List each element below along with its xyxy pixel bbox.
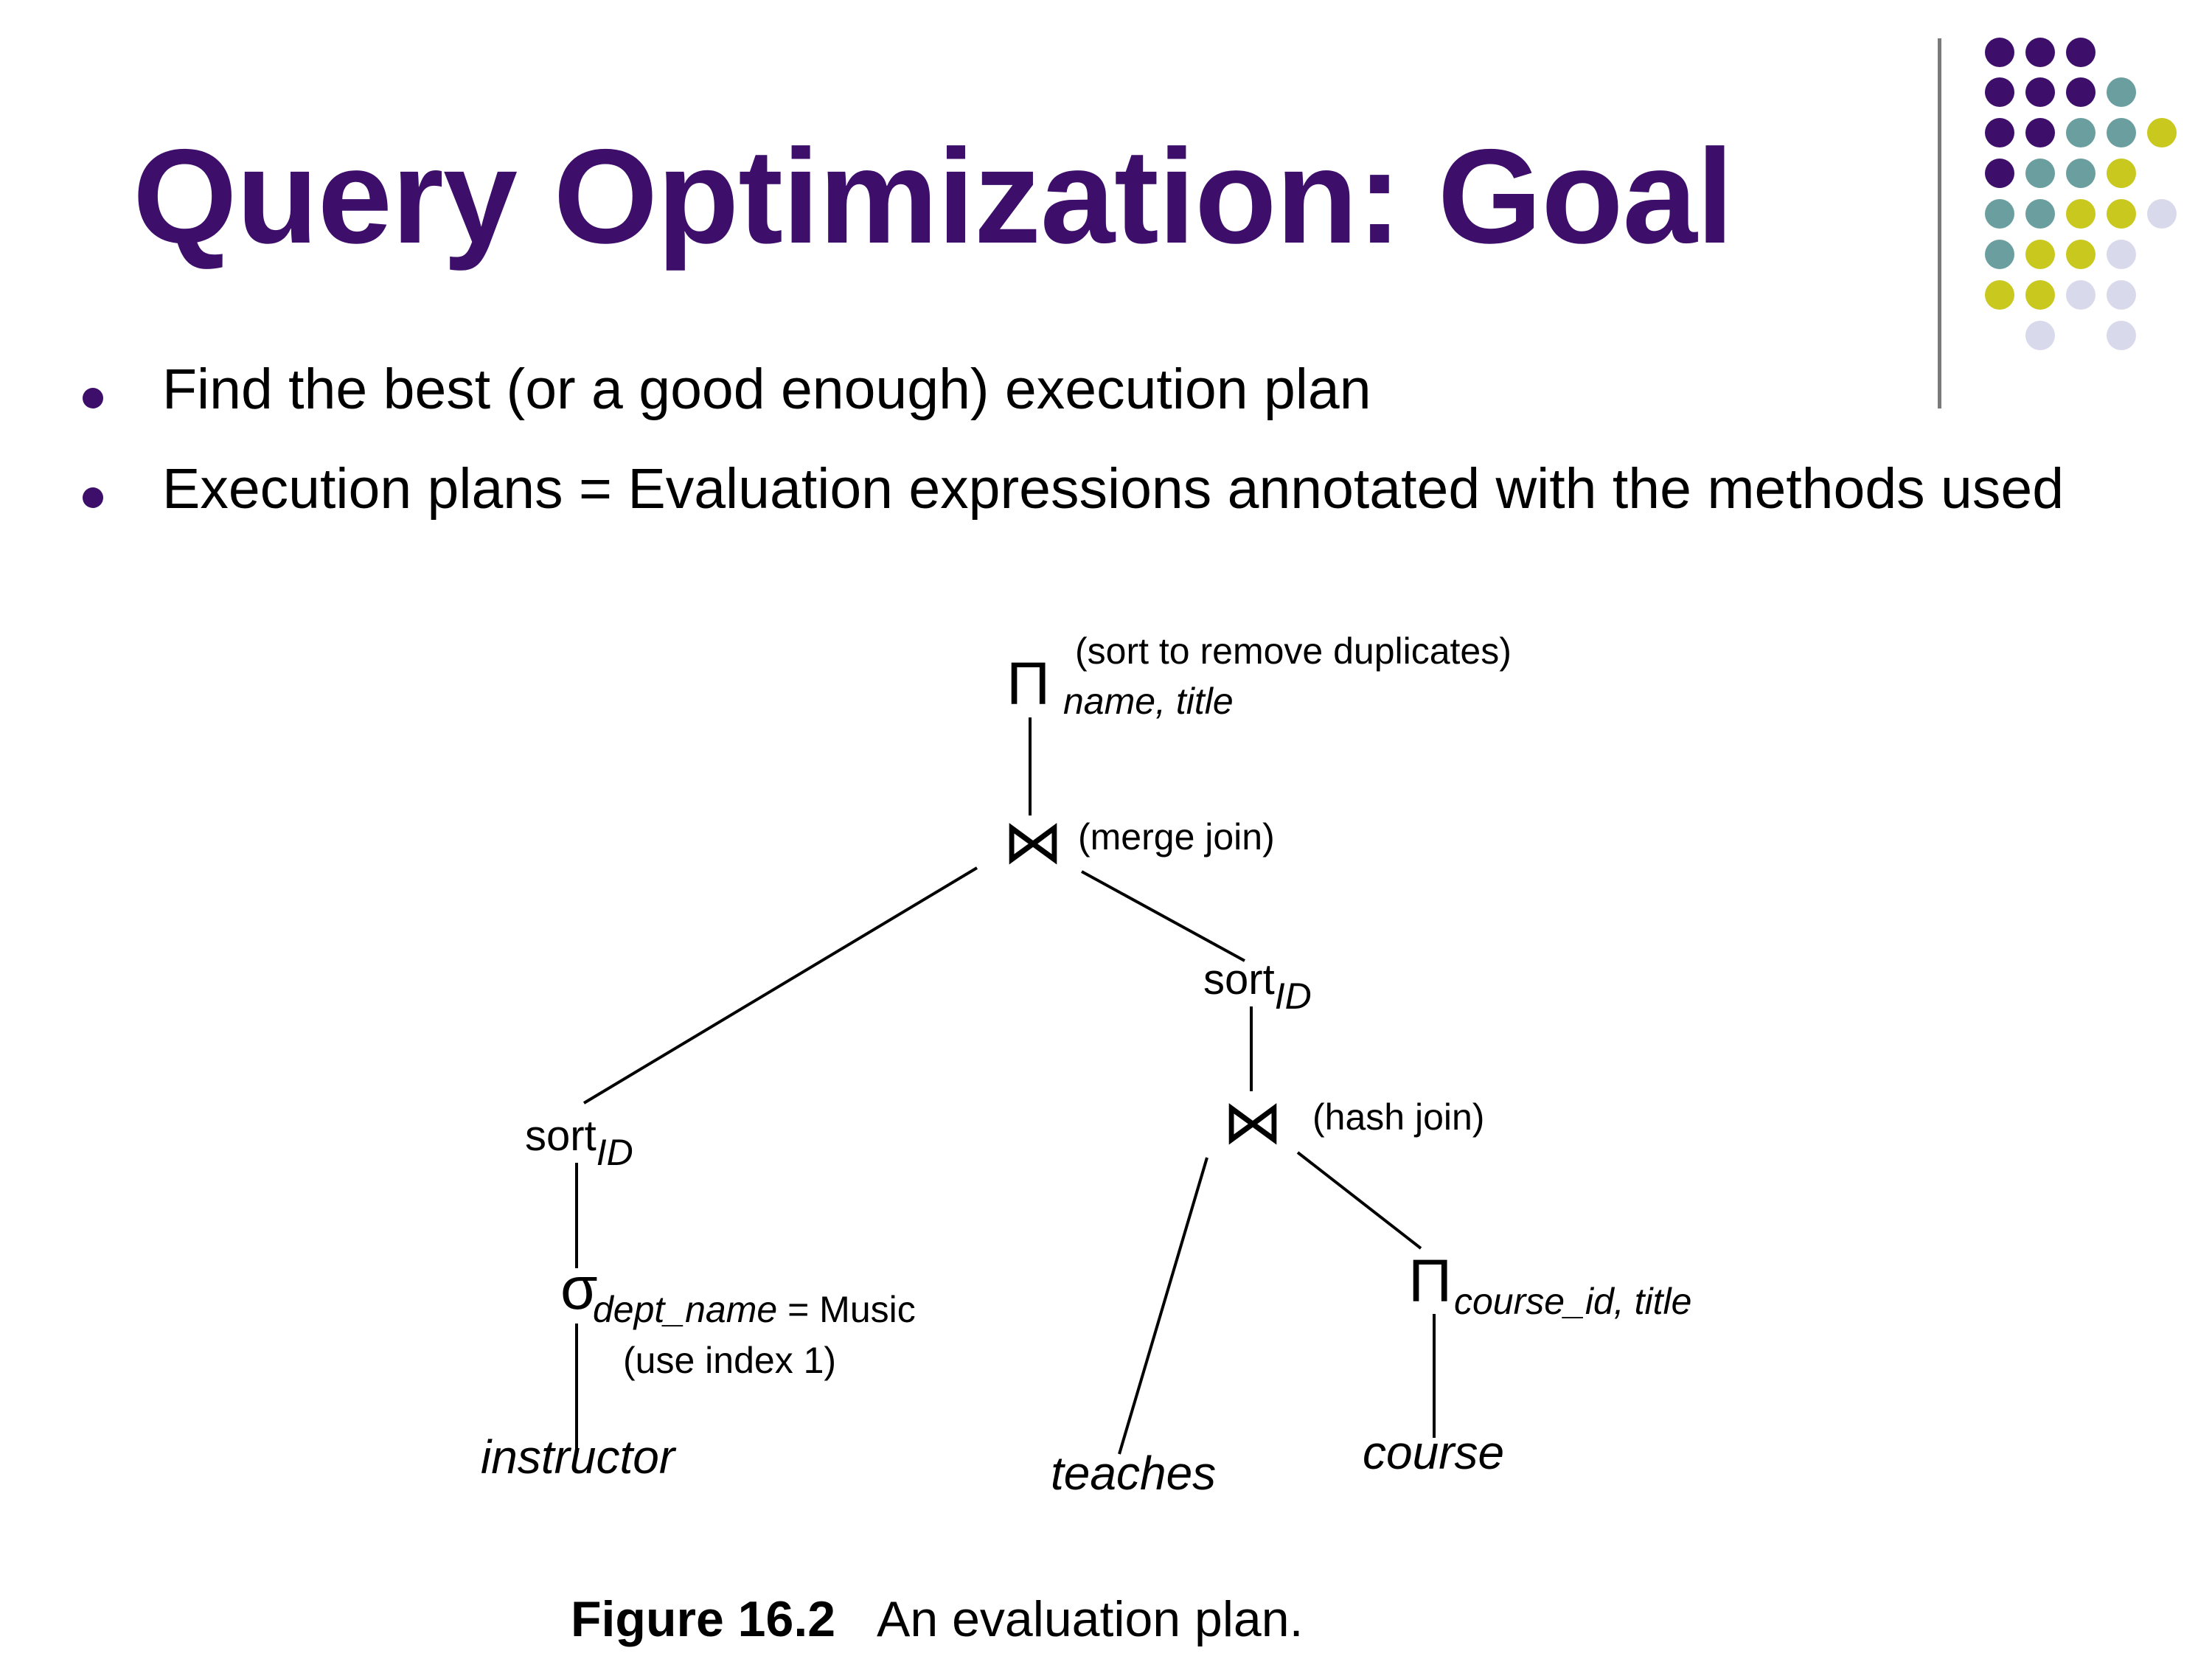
relation-teaches: teaches: [1051, 1447, 1217, 1500]
slide-title: Query Optimization: Goal: [133, 121, 1733, 271]
merge-join-symbol: ⋈: [1003, 809, 1063, 876]
selection-symbol: σ: [560, 1255, 598, 1322]
edge-hashjoin-project: [1298, 1152, 1421, 1248]
edge-mergejoin-sortleft: [584, 868, 977, 1103]
relation-instructor: instructor: [481, 1430, 675, 1484]
sort-left-label: sortID: [525, 1112, 633, 1173]
edge-hashjoin-teaches: [1119, 1158, 1207, 1454]
merge-join-note: (merge join): [1078, 816, 1275, 858]
bullet-text: Find the best (or a good enough) execution plan: [162, 358, 1371, 421]
course-projection-symbol: Π: [1408, 1248, 1453, 1315]
projection-symbol: Π: [1006, 650, 1051, 717]
projection-note: (sort to remove duplicates): [1075, 630, 1512, 672]
selection-condition: dept_name = Music: [593, 1289, 916, 1330]
figure-number: Figure 16.2: [571, 1591, 836, 1647]
figure-caption: [571, 1591, 1304, 1647]
selection-note: (use index 1): [623, 1340, 837, 1381]
hash-join-symbol: ⋈: [1222, 1089, 1283, 1156]
sort-right-label: sortID: [1203, 956, 1312, 1017]
edge-mergejoin-sortright: [1082, 872, 1245, 961]
figure-text: An evaluation plan.: [877, 1591, 1304, 1647]
course-projection-attributes: course_id, title: [1454, 1281, 1692, 1322]
bullet-text: Execution plans = Evaluation expressions annotated with the methods used: [162, 457, 2065, 521]
relation-course: course: [1363, 1426, 1505, 1479]
hash-join-note: (hash join): [1312, 1096, 1485, 1138]
projection-attributes: name, title: [1063, 681, 1234, 722]
